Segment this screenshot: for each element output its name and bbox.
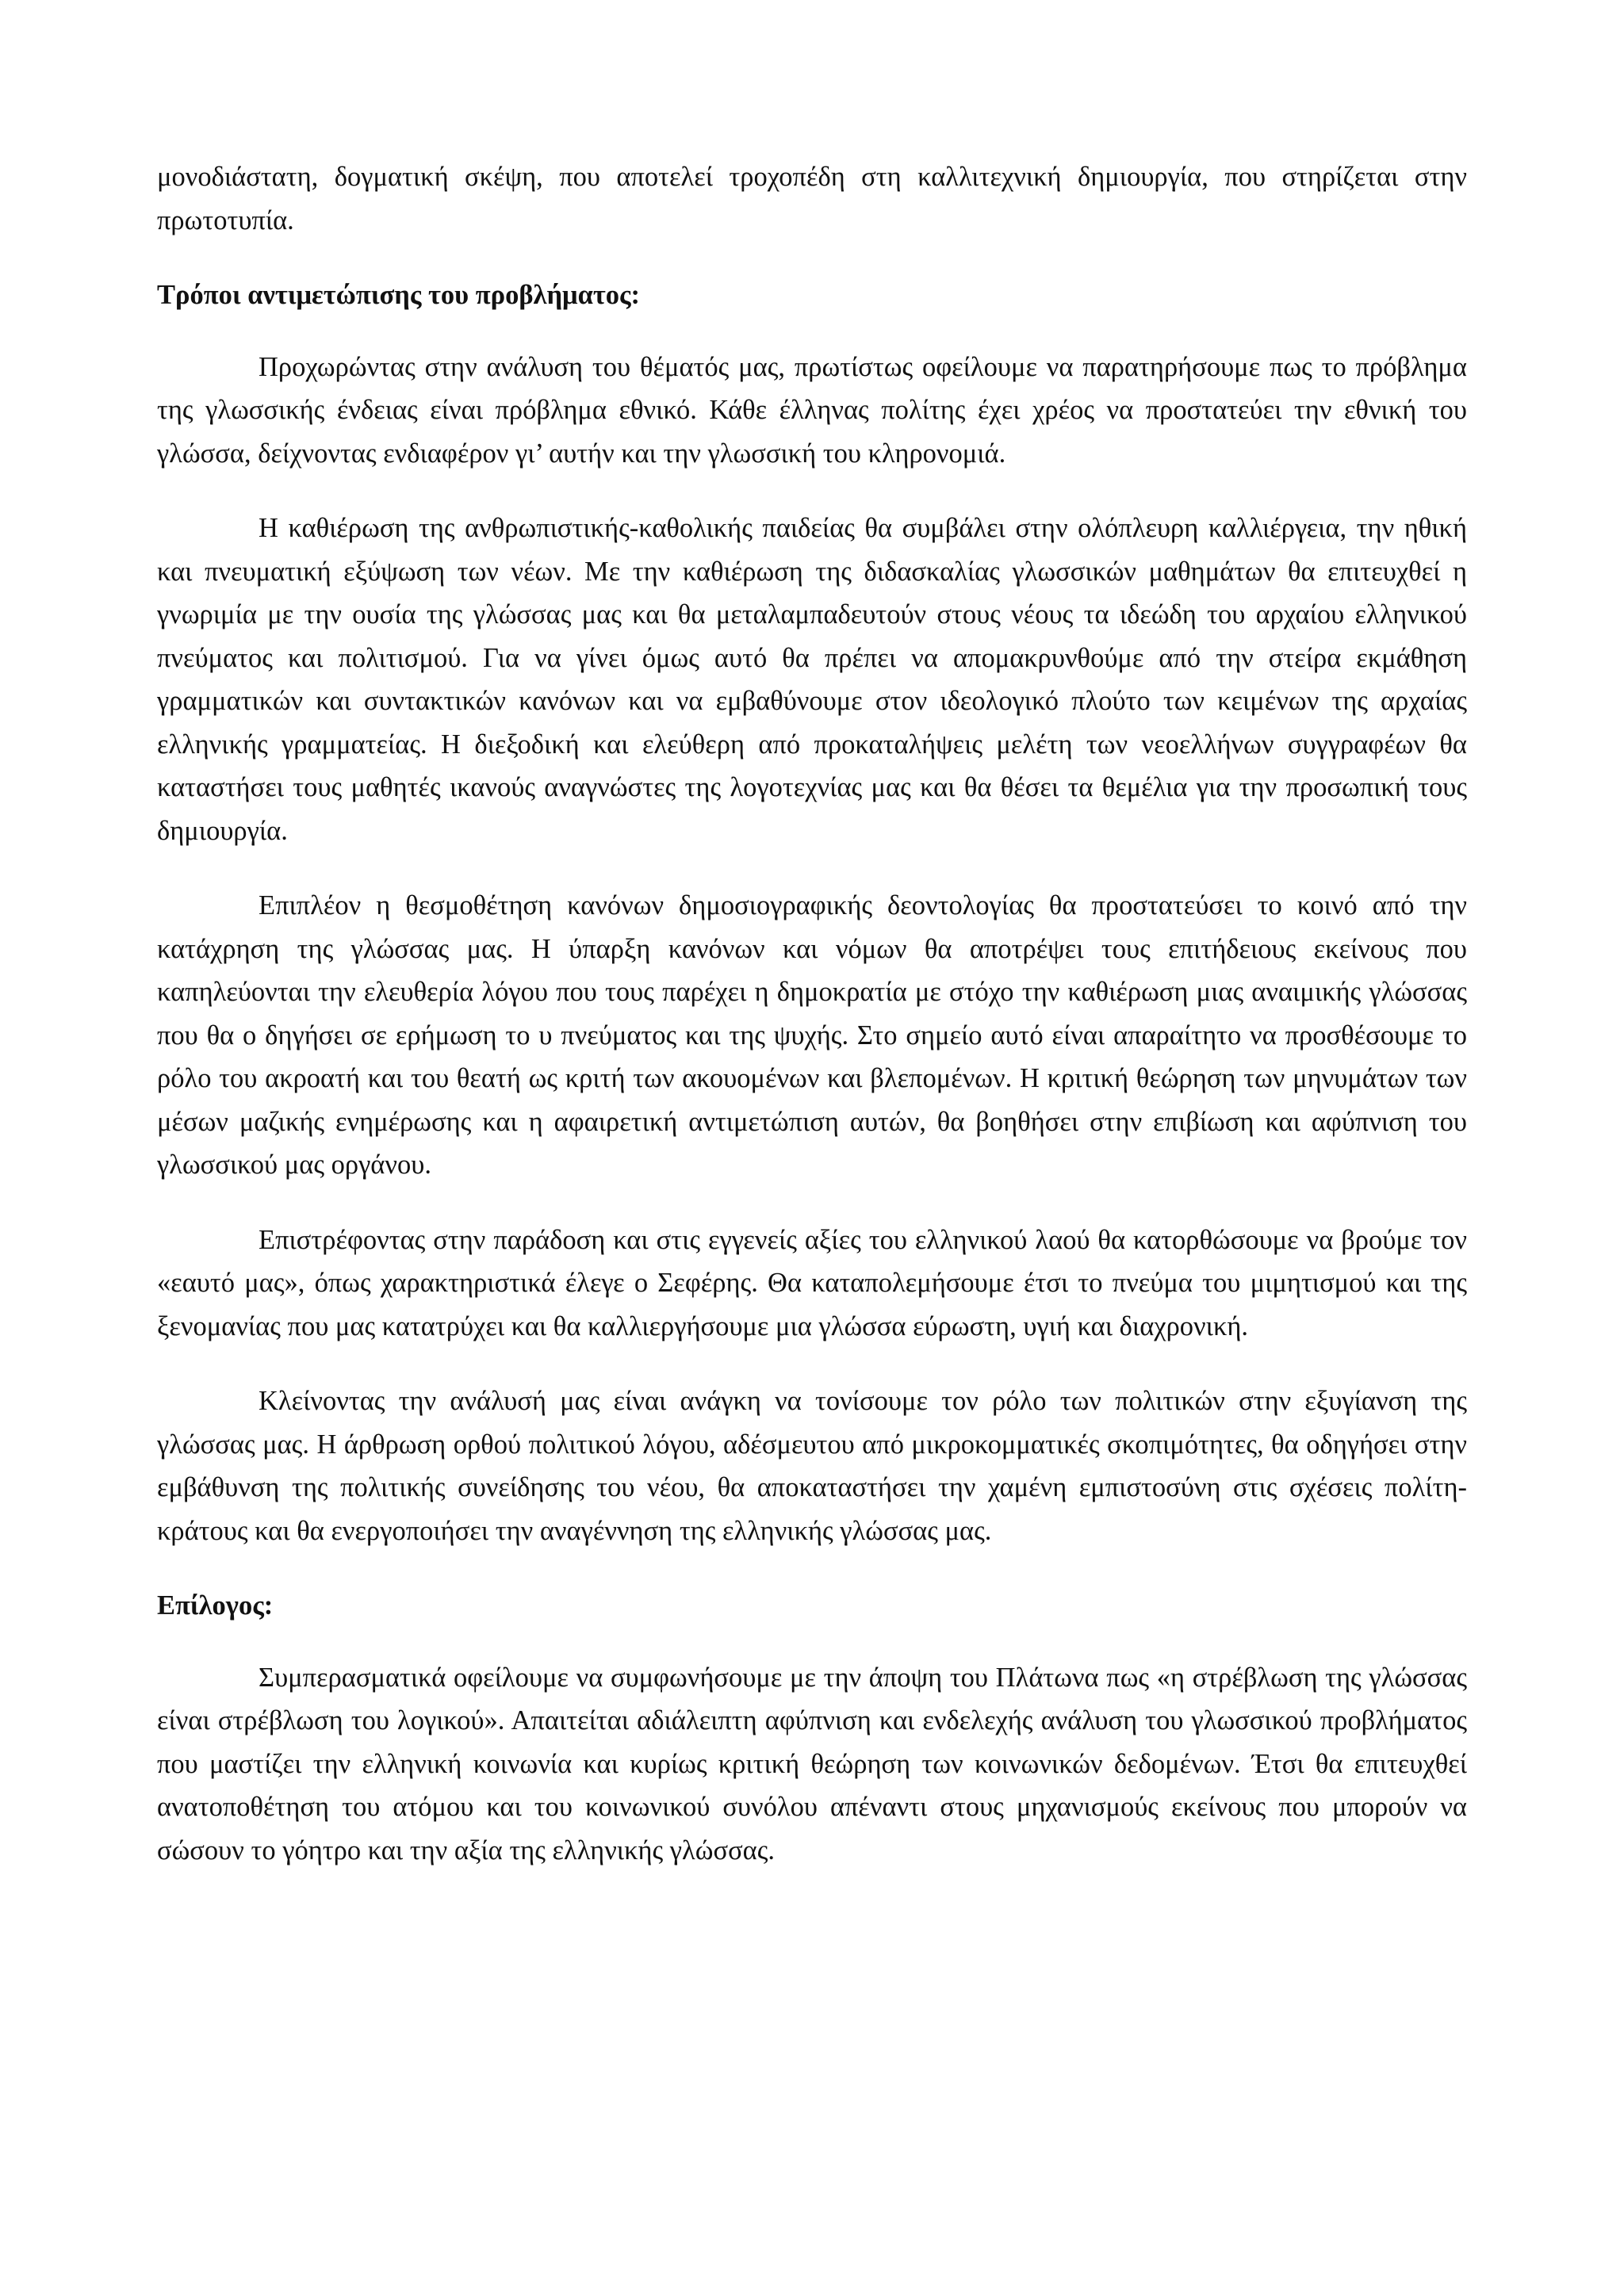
paragraph-politicians: Κλείνοντας την ανάλυσή μας είναι ανάγκη να τονίσουμε τον ρόλο των πολιτικών στην εξυγίανση της γλώσσας μας. Η άρθρωση ορθού πολιτικού λόγου, αδέσμευτου από μικροκομματικές σκοπιμότητες, θα οδηγήσει στην εμβάθυνση της πολιτικής συνείδησης του νέου, θα αποκαταστήσει την χαμένη εμπιστοσύνη στις σχέσεις πολίτη-κράτους και θα ενεργοποιήσει την αναγέννηση της ελληνικής γλώσσας μας.: [157, 1386, 1467, 1546]
paragraph-tradition: Επιστρέφοντας στην παράδοση και στις εγγενείς αξίες του ελληνικού λαού θα κατορθώσουμε να βρούμε τον «εαυτό μας», όπως χαρακτηριστικά έλεγε ο Σεφέρης. Θα καταπολεμήσουμε έτσι το πνεύμα του μιμητισμού και της ξενομανίας που μας κατατρύχει και θα καλλιεργήσουμε μια γλώσσα εύρωστη, υγιή και διαχρονική.: [157, 1224, 1467, 1341]
paragraph-national-problem: Προχωρώντας στην ανάλυση του θέματός μας, πρωτίστως οφείλουμε να παρατηρήσουμε πως το πρόβλημα της γλωσσικής ένδειας είναι πρόβλημα εθνικό. Κάθε έλληνας πολίτης έχει χρέος να προστατεύει την εθνική του γλώσσα, δείχνοντας ενδιαφέρον γι’ αυτήν και την γλωσσική του κληρονομιά.: [157, 351, 1467, 469]
paragraph-journalism-ethics: Επιπλέον η θεσμοθέτηση κανόνων δημοσιογραφικής δεοντολογίας θα προστατεύσει το κοινό από την κατάχρηση της γλώσσας μας. Η ύπαρξη κανόνων και νόμων θα αποτρέψει τους επιτήδειους εκείνους που καπηλεύονται την ελευθερία λόγου που τους παρέχει η δημοκρατία με στόχο την καθιέρωση μιας αναιμικής γλώσσας που θα ο δηγήσει σε ερήμωση το υ πνεύματος και της ψυχής. Στο σημείο αυτό είναι απαραίτητο να προσθέσουμε το ρόλο του ακροατή και του θεατή ως κριτή των ακουομένων και βλεπομένων. Η κριτική θεώρηση των μηνυμάτων των μέσων μαζικής ενημέρωσης και η αφαιρετική αντιμετώπιση αυτών, θα βοηθήσει στην επιβίωση και αφύπνιση του γλωσσικού μας οργάνου.: [157, 890, 1467, 1180]
paragraph-continuation: μονοδιάστατη, δογματική σκέψη, που αποτελεί τροχοπέδη στη καλλιτεχνική δημιουργία, που στηρίζεται στην πρωτοτυπία.: [157, 162, 1467, 235]
paragraph-conclusion: Συμπερασματικά οφείλουμε να συμφωνήσουμε με την άποψη του Πλάτωνα πως «η στρέβλωση της γλώσσας είναι στρέβλωση του λογικού». Απαιτείται αδιάλειπτη αφύπνιση και ενδελεχής ανάλυση του γλωσσικού προβλήματος που μαστίζει την ελληνική κοινωνία και κυρίως κριτική θεώρηση των κοινωνικών δεδομένων. Έτσι θα επιτευχθεί ανατοποθέτηση του ατόμου και του κοινωνικού συνόλου απέναντι στους μηχανισμούς εκείνους που μπορούν να σώσουν το γόητρο και την αξία της ελληνικής γλώσσας.: [157, 1662, 1467, 1866]
paragraph-education: Η καθιέρωση της ανθρωπιστικής-καθολικής παιδείας θα συμβάλει στην ολόπλευρη καλλιέργεια, την ηθική και πνευματική εξύψωση των νέων. Με την καθιέρωση της διδασκαλίας γλωσσικών μαθημάτων θα επιτευχθεί η γνωριμία με την ουσία της γλώσσας μας και θα μεταλαμπαδευτούν στους νέους τα ιδεώδη του αρχαίου ελληνικού πνεύματος και πολιτισμού. Για να γίνει όμως αυτό θα πρέπει να απομακρυνθούμε από την στείρα εκμάθηση γραμματικών και συντακτικών κανόνων και να εμβαθύνουμε στον ιδεολογικό πλούτο των κειμένων της αρχαίας ελληνικής γραμματείας. Η διεξοδική και ελεύθερη από προκαταλήψεις μελέτη των νεοελλήνων συγγραφέων θα καταστήσει τους μαθητές ικανούς αναγνώστες της λογοτεχνίας μας και θα θέσει τα θεμέλια για την προσωπική τους δημιουργία.: [157, 513, 1467, 846]
section-heading-solutions: Τρόποι αντιμετώπισης του προβλήματος:: [157, 280, 641, 310]
document-page: [157, 155, 1467, 1904]
section-heading-epilogue: Επίλογος:: [157, 1590, 274, 1621]
